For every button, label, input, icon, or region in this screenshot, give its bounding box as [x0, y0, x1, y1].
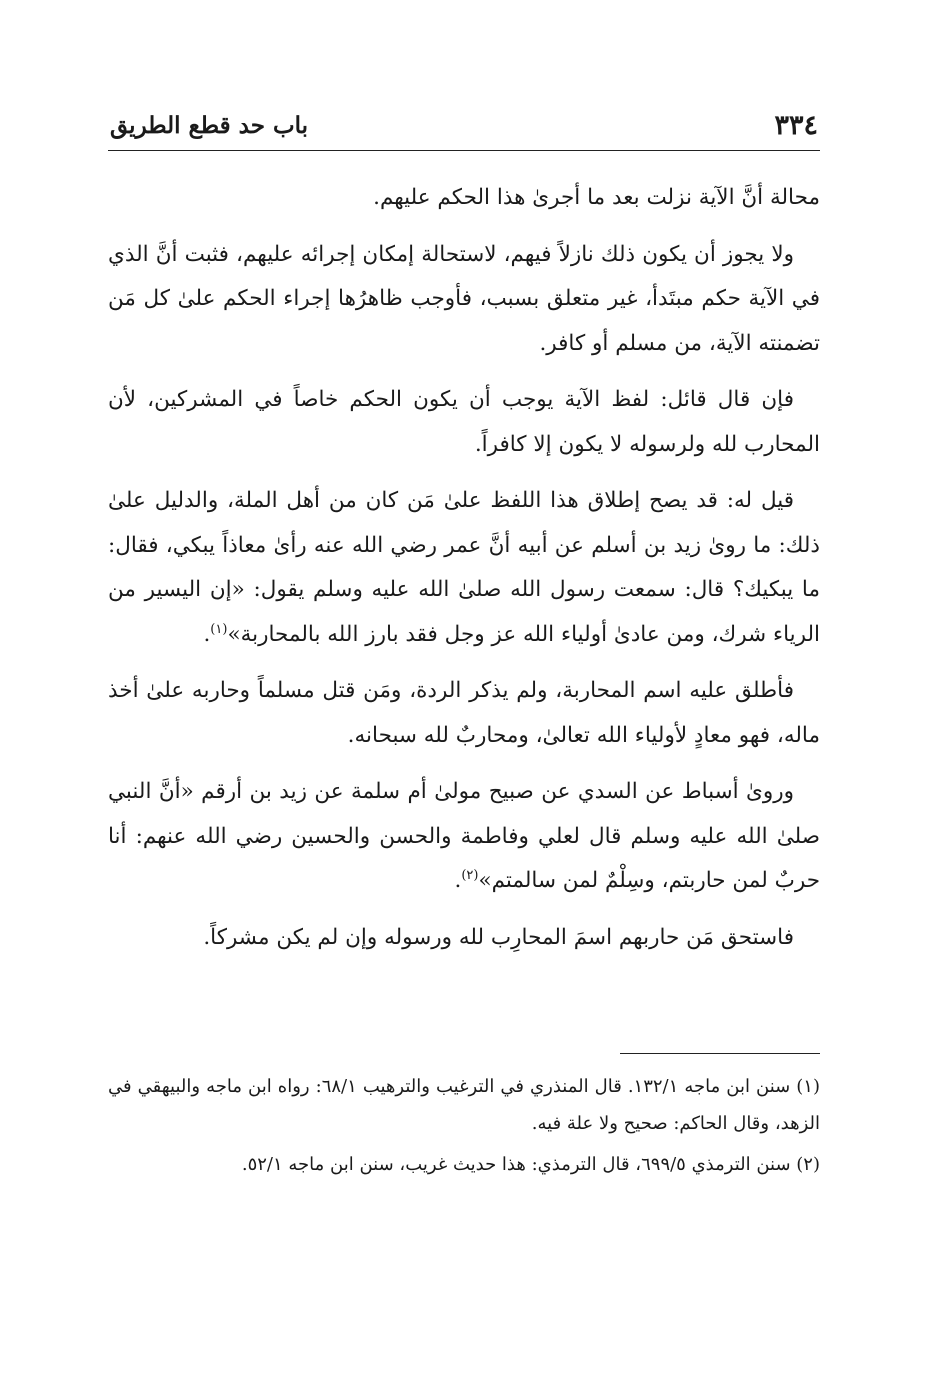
main-text [108, 176, 820, 972]
page-header [108, 106, 820, 151]
footnote: (٢) سنن الترمذي ٦٩٩/٥، قال الترمذي: هذا حديث غريب، سنن ابن ماجه ٥٢/١. [241, 1154, 820, 1175]
footnotes [108, 1068, 820, 1187]
footnote-marker[interactable]: (٢) [461, 867, 479, 883]
paragraph: وروىٰ أسباط عن السدي عن صبيح مولىٰ أم سلمة عن زيد بن أرقم «أنَّ النبي صلىٰ الله عليه وسلم قال لعلي وفاطمة والحسن والحسين رضي الله عنهم: أنا حربٌ لمن حاربتم، وسِلْمٌ لمن سالمتم»$^{(٢)}$. [108, 779, 820, 893]
running-title: باب حد قطع الطريق [110, 112, 309, 139]
footnote-marker[interactable]: (١) [210, 621, 228, 637]
footnote: (١) سنن ابن ماجه ١٣٢/١. قال المنذري في الترغيب والترهيب ٦٨/١: رواه ابن ماجه والبيهقي في الزهد، وقال الحاكم: صحيح ولا علة فيه. [108, 1076, 820, 1134]
paragraph: فاستحق مَن حاربهم اسمَ المحارِب لله ورسوله وإن لم يكن مشركاً. [203, 924, 794, 950]
paragraph: ولا يجوز أن يكون ذلك نازلاً فيهم، لاستحالة إمكان إجرائه عليهم، فثبت أنَّ الذي في الآية حكم مبتَدأ، غير متعلق بسبب، فأوجب ظاهرُها إجراء الحكم علىٰ كل مَن تضمنته الآية، من مسلم أو كافر. [108, 241, 820, 356]
paragraph: فإن قال قائل: لفظ الآية يوجب أن يكون الحكم خاصاً في المشركين، لأن المحارب لله ولرسوله لا يكون إلا كافراً. [108, 387, 820, 457]
footnote-separator [620, 1053, 820, 1054]
paragraph: محالة أنَّ الآية نزلت بعد ما أجرىٰ هذا الحكم عليهم. [373, 185, 820, 210]
page-number: ٣٣٤ [774, 110, 818, 141]
paragraph: فأطلق عليه اسم المحاربة، ولم يذكر الردة، ومَن قتل مسلماً وحاربه علىٰ أخذ ماله، فهو معادٍ لأولياء الله تعالىٰ، ومحاربٌ لله سبحانه. [108, 678, 820, 748]
paragraph: قيل له: قد يصح إطلاق هذا اللفظ علىٰ مَن كان من أهل الملة، والدليل علىٰ ذلك: ما روىٰ زيد بن أسلم عن أبيه أنَّ عمر رضي الله عنه رأىٰ معاذاً يبكي، فقال: ما يبكيك؟ قال: سمعت رسول الله صلىٰ الله عليه وسلم يقول: «إن اليسير من الرياء شرك، ومن عادىٰ أولياء الله عز وجل فقد بارز الله بالمحاربة»$^{(١)}$. [108, 488, 820, 647]
